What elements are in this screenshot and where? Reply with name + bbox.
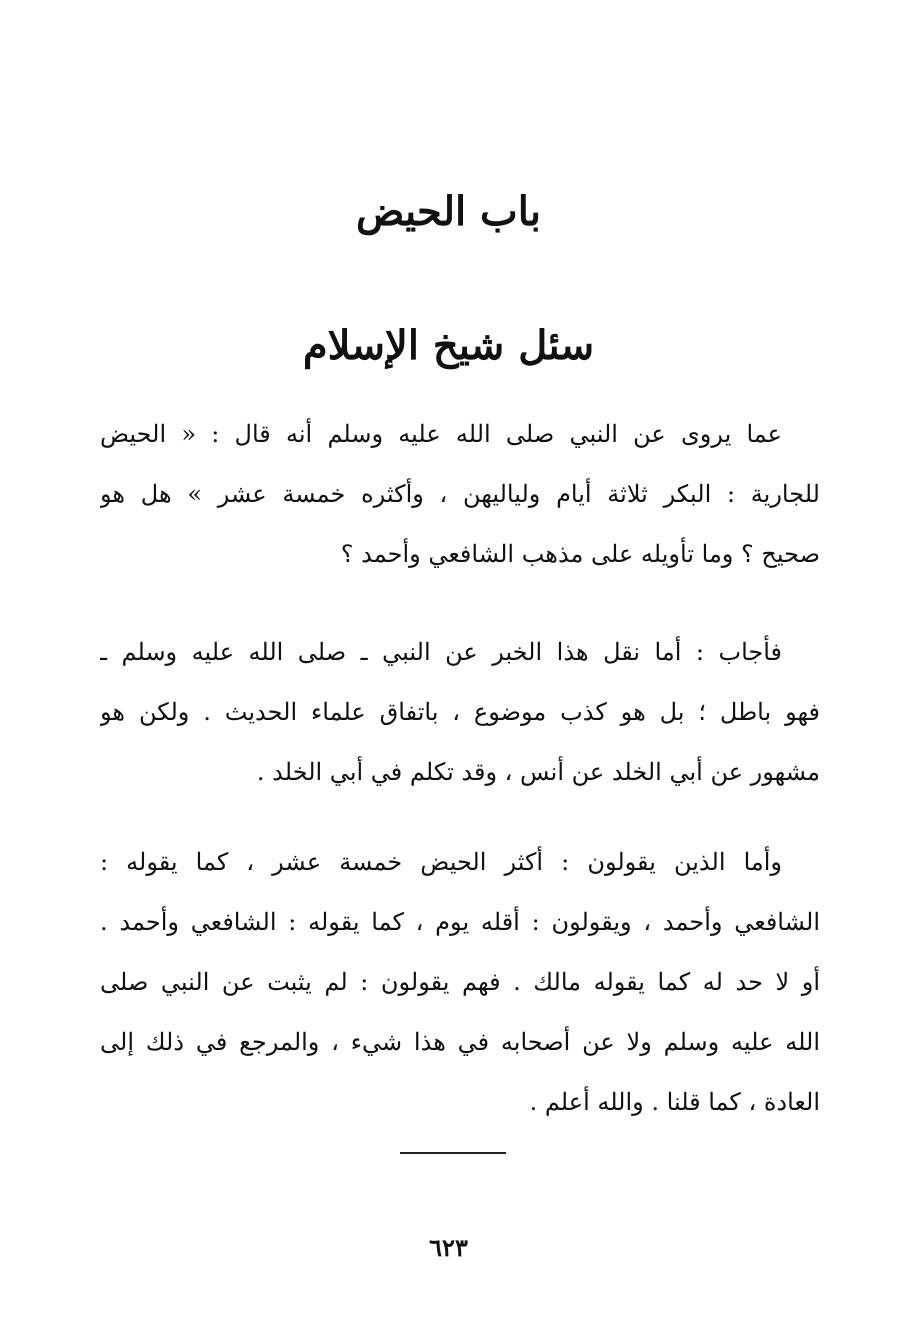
answer-paragraph — [100, 622, 820, 802]
paragraph-line: فهو باطل ؛ بل هو كذب موضوع ، باتفاق علماء الحديث . ولكن هو — [100, 698, 820, 726]
paragraph-line: وأما الذين يقولون : أكثر الحيض خمسة عشر ، كما يقوله : — [100, 848, 782, 876]
page-number: ٦٢٣ — [429, 1233, 468, 1262]
question-paragraph — [100, 404, 820, 584]
paragraph-line: الله عليه وسلم ولا عن أصحابه في هذا شيء ، والمرجع في ذلك إلى — [100, 1028, 820, 1056]
paragraph-line: الشافعي وأحمد ، ويقولون : أقله يوم ، كما يقوله : الشافعي وأحمد . — [100, 908, 820, 936]
paragraph-line: العادة ، كما قلنا . والله أعلم . — [529, 1088, 820, 1116]
chapter-title: باب الحيض — [355, 188, 542, 235]
continuation-paragraph — [100, 832, 820, 1132]
paragraph-line: فأجاب : أما نقل هذا الخبر عن النبي ـ صلى الله عليه وسلم ـ — [100, 638, 782, 666]
section-title: سئل شيخ الإسلام — [302, 322, 595, 369]
paragraph-line: أو لا حد له كما يقوله مالك . فهم يقولون : لم يثبت عن النبي صلى — [100, 968, 820, 996]
section-divider — [400, 1152, 506, 1154]
paragraph-line: للجارية : البكر ثلاثة أيام ولياليهن ، وأكثره خمسة عشر » هل هو — [100, 480, 820, 508]
paragraph-line: عما يروى عن النبي صلى الله عليه وسلم أنه قال : « الحيض — [100, 420, 782, 448]
paragraph-line: مشهور عن أبي الخلد عن أنس ، وقد تكلم في أبي الخلد . — [256, 758, 820, 786]
paragraph-line: صحيح ؟ وما تأويله على مذهب الشافعي وأحمد ؟ — [340, 540, 820, 568]
